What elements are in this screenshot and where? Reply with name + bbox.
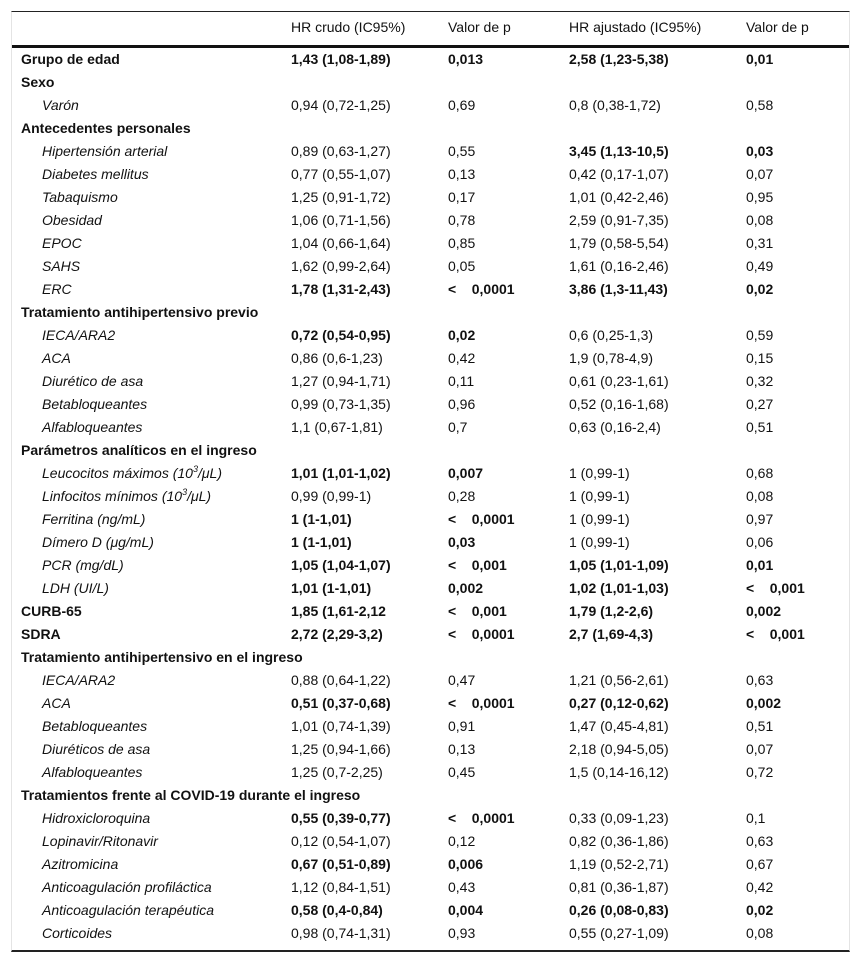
hr-crude-cell: 1,01 (0,74-1,39) [291,718,391,734]
hr-crude-cell: 1,43 (1,08-1,89) [291,51,391,67]
hr-adjusted-cell: 1,02 (1,01-1,03) [569,580,669,596]
hr-crude-cell: 1 (1-1,01) [291,511,352,527]
row-label-text: Diabetes mellitus [42,166,149,182]
row-label-text: Obesidad [42,212,102,228]
p-adjusted-cell: 0,08 [746,212,774,228]
table-row [12,393,849,416]
p-crude-cell: 0,47 [448,672,476,688]
p-adjusted-cell: 0,68 [746,465,774,481]
hr-adjusted-cell: 0,27 (0,12-0,62) [569,695,669,711]
table-section-row [12,117,849,140]
row-label [42,462,222,485]
hr-adjusted-cell: 1,19 (0,52-2,71) [569,856,669,872]
row-label-text: Diuréticos de asa [42,741,151,757]
label-suffix: /μL) [197,465,222,481]
p-adjusted-cell: 0,002 [746,695,782,711]
table-row [12,669,849,692]
row-label [21,301,258,324]
row-label-text: Betabloqueantes [42,718,148,734]
hr-crude-cell: 1,12 (0,84-1,51) [291,879,391,895]
row-label-text: Diurético de asa [42,373,144,389]
hr-adjusted-cell: 1,05 (1,01-1,09) [569,557,669,573]
p-crude-cell: < 0,0001 [448,626,515,642]
hr-crude-cell: 1,01 (1,01-1,02) [291,465,391,481]
table-row [12,876,849,899]
row-label [42,416,142,439]
p-adjusted-cell: 0,1 [746,810,766,826]
p-adjusted-cell: < 0,001 [746,626,805,642]
label-suffix: /μL) [187,488,212,504]
row-label-text: SDRA [21,626,61,642]
p-adjusted-cell: < 0,001 [746,580,805,596]
row-label-text: ACA [42,695,71,711]
hr-adjusted-cell: 2,59 (0,91-7,35) [569,212,669,228]
table-row [12,232,849,255]
p-crude-cell: 0,96 [448,396,476,412]
hr-crude-cell: 1,62 (0,99-2,64) [291,258,391,274]
hr-adjusted-cell: 1,79 (1,2-2,6) [569,603,654,619]
table-section-row [12,623,849,646]
row-label-text: Grupo de edad [21,51,120,67]
hr-adjusted-cell: 1 (0,99-1) [569,534,630,550]
header-p-crude: Valor de p [448,19,511,35]
hr-adjusted-cell: 1,47 (0,45-4,81) [569,718,669,734]
p-adjusted-cell: 0,95 [746,189,774,205]
row-label-text: Linfocitos mínimos (10 [42,488,183,504]
row-label [21,646,303,669]
hr-crude-cell: 1 (1-1,01) [291,534,352,550]
row-label-text: Tabaquismo [42,189,118,205]
p-crude-cell: 0,42 [448,350,476,366]
row-label [42,830,158,853]
p-adjusted-cell: 0,51 [746,419,774,435]
hr-crude-cell: 1,01 (1-1,01) [291,580,372,596]
p-crude-cell: 0,43 [448,879,476,895]
row-label-text: EPOC [42,235,82,251]
hr-crude-cell: 1,78 (1,31-2,43) [291,281,391,297]
row-label [42,669,115,692]
row-label [42,876,212,899]
p-crude-cell: 0,93 [448,925,476,941]
p-adjusted-cell: 0,02 [746,281,774,297]
hr-adjusted-cell: 2,7 (1,69-4,3) [569,626,654,642]
p-adjusted-cell: 0,59 [746,327,774,343]
p-adjusted-cell: 0,49 [746,258,774,274]
hazard-ratio-table [11,11,850,952]
table-row [12,738,849,761]
row-label-text: PCR (mg/dL) [42,557,124,573]
row-label-text: Ferritina (ng/mL) [42,511,146,527]
hr-adjusted-cell: 0,33 (0,09-1,23) [569,810,669,826]
hr-crude-cell: 0,98 (0,74-1,31) [291,925,391,941]
hr-crude-cell: 1,1 (0,67-1,81) [291,419,383,435]
hr-crude-cell: 0,99 (0,73-1,35) [291,396,391,412]
table-row [12,692,849,715]
p-crude-cell: 0,45 [448,764,476,780]
row-label-text: ERC [42,281,72,297]
row-label [42,140,167,163]
row-label [42,278,72,301]
hr-adjusted-cell: 0,8 (0,38-1,72) [569,97,661,113]
table-row [12,922,849,945]
row-label-text: IECA/ARA2 [42,672,116,688]
row-label [42,807,150,830]
row-label-text: Anticoagulación profiláctica [42,879,212,895]
p-crude-cell: 0,7 [448,419,468,435]
row-label [42,508,145,531]
row-label-text: Antecedentes personales [21,120,191,136]
hr-crude-cell: 0,67 (0,51-0,89) [291,856,391,872]
p-adjusted-cell: 0,97 [746,511,774,527]
p-adjusted-cell: 0,32 [746,373,774,389]
hr-adjusted-cell: 1,5 (0,14-16,12) [569,764,669,780]
hr-crude-cell: 1,25 (0,91-1,72) [291,189,391,205]
table-row [12,324,849,347]
hr-adjusted-cell: 0,26 (0,08-0,83) [569,902,669,918]
row-label-text: Sexo [21,74,55,90]
hr-crude-cell: 0,94 (0,72-1,25) [291,97,391,113]
row-label [42,255,80,278]
row-label [21,600,82,623]
p-crude-cell: 0,69 [448,97,476,113]
table-row [12,186,849,209]
p-adjusted-cell: 0,58 [746,97,774,113]
table-row [12,830,849,853]
p-adjusted-cell: 0,06 [746,534,774,550]
table-section-row [12,784,849,807]
p-crude-cell: 0,91 [448,718,476,734]
table-section-row [12,439,849,462]
hr-crude-cell: 1,04 (0,66-1,64) [291,235,391,251]
table-row [12,163,849,186]
label-superscript: 3 [182,487,188,497]
p-crude-cell: 0,004 [448,902,484,918]
row-label [42,232,82,255]
table-row [12,577,849,600]
table-row [12,209,849,232]
hr-adjusted-cell: 0,82 (0,36-1,86) [569,833,669,849]
row-label-text: Tratamiento antihipertensivo en el ingreso [21,649,303,665]
hr-adjusted-cell: 0,61 (0,23-1,61) [569,373,669,389]
p-adjusted-cell: 0,08 [746,925,774,941]
row-label [21,117,191,140]
hr-crude-cell: 0,99 (0,99-1) [291,488,372,504]
table-row [12,94,849,117]
table-row [12,140,849,163]
p-adjusted-cell: 0,01 [746,51,774,67]
p-crude-cell: < 0,0001 [448,511,515,527]
hr-adjusted-cell: 1,9 (0,78-4,9) [569,350,654,366]
row-label-text: Hipertensión arterial [42,143,168,159]
row-label-text: Varón [42,97,79,113]
row-label [21,623,61,646]
p-adjusted-cell: 0,67 [746,856,774,872]
table-row [12,554,849,577]
table-row [12,347,849,370]
p-crude-cell: 0,05 [448,258,476,274]
row-label-text: Hidroxicloroquina [42,810,151,826]
row-label [42,692,71,715]
hr-adjusted-cell: 1 (0,99-1) [569,488,630,504]
table-row [12,761,849,784]
row-label [42,370,143,393]
table-row [12,715,849,738]
hr-crude-cell: 0,72 (0,54-0,95) [291,327,391,343]
p-crude-cell: 0,006 [448,856,484,872]
hr-crude-cell: 1,06 (0,71-1,56) [291,212,391,228]
hr-adjusted-cell: 1,61 (0,16-2,46) [569,258,669,274]
row-label-text: Corticoides [42,925,113,941]
table-row [12,370,849,393]
row-label [21,784,360,807]
row-label-text: Tratamientos frente al COVID-19 durante el ingreso [21,787,361,803]
p-adjusted-cell: 0,27 [746,396,774,412]
row-label [42,554,124,577]
row-label [42,738,150,761]
row-label-text: Alfabloqueantes [42,419,143,435]
hr-adjusted-cell: 1 (0,99-1) [569,511,630,527]
hr-adjusted-cell: 0,55 (0,27-1,09) [569,925,669,941]
p-crude-cell: 0,17 [448,189,476,205]
row-label-text: Azitromicina [42,856,119,872]
row-label-text: Alfabloqueantes [42,764,143,780]
row-label-text: Lopinavir/Ritonavir [42,833,158,849]
p-crude-cell: 0,007 [448,465,484,481]
hr-adjusted-cell: 2,18 (0,94-5,05) [569,741,669,757]
p-adjusted-cell: 0,03 [746,143,774,159]
hr-crude-cell: 0,55 (0,39-0,77) [291,810,391,826]
p-adjusted-cell: 0,07 [746,741,774,757]
hr-adjusted-cell: 2,58 (1,23-5,38) [569,51,669,67]
table-row [12,278,849,301]
p-crude-cell: < 0,0001 [448,695,515,711]
p-crude-cell: < 0,001 [448,557,507,573]
row-label-text: Leucocitos máximos (10 [42,465,193,481]
p-adjusted-cell: 0,63 [746,833,774,849]
p-adjusted-cell: 0,31 [746,235,774,251]
table-body [12,48,849,950]
hr-adjusted-cell: 0,63 (0,16-2,4) [569,419,661,435]
hr-crude-cell: 1,05 (1,04-1,07) [291,557,391,573]
row-label [21,439,257,462]
p-crude-cell: 0,002 [448,580,484,596]
p-adjusted-cell: 0,07 [746,166,774,182]
table-header [12,12,849,48]
hr-adjusted-cell: 1,01 (0,42-2,46) [569,189,669,205]
p-adjusted-cell: 0,02 [746,902,774,918]
hr-crude-cell: 0,51 (0,37-0,68) [291,695,391,711]
row-label-text: ACA [42,350,71,366]
table-row [12,255,849,278]
table-row [12,853,849,876]
row-label [42,577,109,600]
row-label-text: Tratamiento antihipertensivo previo [21,304,259,320]
row-label [42,715,147,738]
p-crude-cell: < 0,0001 [448,281,515,297]
row-label-text: Anticoagulación terapéutica [42,902,215,918]
row-label [42,485,211,508]
hr-adjusted-cell: 3,45 (1,13-10,5) [569,143,669,159]
hr-crude-cell: 1,25 (0,7-2,25) [291,764,383,780]
row-label [21,71,54,94]
p-crude-cell: < 0,0001 [448,810,515,826]
table-row [12,531,849,554]
hr-adjusted-cell: 0,42 (0,17-1,07) [569,166,669,182]
hr-crude-cell: 1,25 (0,94-1,66) [291,741,391,757]
p-adjusted-cell: 0,002 [746,603,782,619]
row-label [42,922,112,945]
row-label [21,48,120,71]
p-crude-cell: 0,55 [448,143,476,159]
hr-crude-cell: 1,27 (0,94-1,71) [291,373,391,389]
row-label-text: Dímero D (μg/mL) [42,534,154,550]
table-row [12,485,849,508]
p-crude-cell: 0,03 [448,534,476,550]
row-label [42,761,142,784]
hr-crude-cell: 0,58 (0,4-0,84) [291,902,383,918]
p-adjusted-cell: 0,15 [746,350,774,366]
p-crude-cell: 0,28 [448,488,476,504]
row-label [42,324,115,347]
p-crude-cell: 0,12 [448,833,476,849]
row-label-text: Parámetros analíticos en el ingreso [21,442,257,458]
p-adjusted-cell: 0,01 [746,557,774,573]
row-label [42,94,79,117]
row-label-text: CURB-65 [21,603,82,619]
hr-crude-cell: 0,86 (0,6-1,23) [291,350,383,366]
table-section-row [12,48,849,71]
table-section-row [12,301,849,324]
hr-adjusted-cell: 1,21 (0,56-2,61) [569,672,669,688]
header-hr-adjusted: HR ajustado (IC95%) [569,19,702,35]
p-crude-cell: < 0,001 [448,603,507,619]
hr-crude-cell: 2,72 (2,29-3,2) [291,626,383,642]
row-label-text: SAHS [42,258,81,274]
table-row [12,462,849,485]
p-crude-cell: 0,013 [448,51,484,67]
hr-adjusted-cell: 3,86 (1,3-11,43) [569,281,668,297]
hr-adjusted-cell: 0,52 (0,16-1,68) [569,396,669,412]
p-adjusted-cell: 0,42 [746,879,774,895]
hr-crude-cell: 0,77 (0,55-1,07) [291,166,391,182]
table-section-row [12,646,849,669]
hr-adjusted-cell: 0,6 (0,25-1,3) [569,327,654,343]
row-label-text: IECA/ARA2 [42,327,116,343]
p-crude-cell: 0,13 [448,741,476,757]
hr-crude-cell: 0,89 (0,63-1,27) [291,143,391,159]
hr-crude-cell: 1,85 (1,61-2,12 [291,603,386,619]
table-row [12,508,849,531]
header-p-adjusted: Valor de p [746,19,809,35]
table-row [12,807,849,830]
hr-adjusted-cell: 1,79 (0,58-5,54) [569,235,669,251]
table-row [12,416,849,439]
label-superscript: 3 [192,464,198,474]
hr-crude-cell: 0,12 (0,54-1,07) [291,833,391,849]
p-crude-cell: 0,02 [448,327,476,343]
p-adjusted-cell: 0,51 [746,718,774,734]
row-label [42,209,102,232]
p-crude-cell: 0,13 [448,166,476,182]
row-label-text: Betabloqueantes [42,396,148,412]
row-label [42,347,71,370]
row-label [42,186,118,209]
row-label [42,163,149,186]
row-label [42,853,118,876]
p-crude-cell: 0,85 [448,235,476,251]
row-label [42,531,154,554]
row-label [42,899,214,922]
p-adjusted-cell: 0,72 [746,764,774,780]
hr-adjusted-cell: 0,81 (0,36-1,87) [569,879,669,895]
hr-crude-cell: 0,88 (0,64-1,22) [291,672,391,688]
table-row [12,899,849,922]
p-adjusted-cell: 0,08 [746,488,774,504]
table-section-row [12,71,849,94]
row-label-text: LDH (UI/L) [42,580,109,596]
p-adjusted-cell: 0,63 [746,672,774,688]
row-label [42,393,147,416]
header-hr-crude: HR crudo (IC95%) [291,19,406,35]
hr-adjusted-cell: 1 (0,99-1) [569,465,630,481]
p-crude-cell: 0,78 [448,212,476,228]
p-crude-cell: 0,11 [448,373,475,389]
table-section-row [12,600,849,623]
